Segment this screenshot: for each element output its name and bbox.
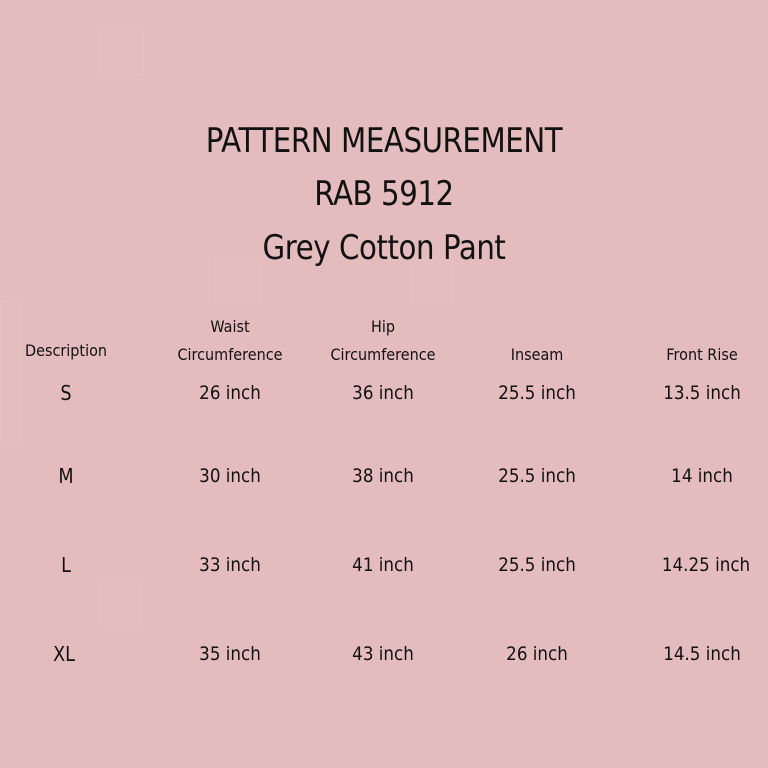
header-description: Description xyxy=(24,341,108,360)
background-square xyxy=(98,30,144,76)
row-hip: 38 inch xyxy=(352,465,414,487)
header-waist-line2: Circumference xyxy=(177,345,283,364)
row-inseam: 26 inch xyxy=(506,643,568,665)
row-waist: 26 inch xyxy=(199,382,261,404)
row-waist: 30 inch xyxy=(199,465,261,487)
title-heading: PATTERN MEASUREMENT xyxy=(205,121,563,161)
background-square xyxy=(0,300,22,442)
title-block xyxy=(0,114,768,276)
row-inseam: 25.5 inch xyxy=(498,382,576,404)
header-hip-line1: Hip xyxy=(371,317,395,336)
row-size: M xyxy=(58,464,74,488)
row-inseam: 25.5 inch xyxy=(498,465,576,487)
row-hip: 43 inch xyxy=(352,643,414,665)
row-waist: 33 inch xyxy=(199,554,261,576)
product-code: RAB 5912 xyxy=(314,174,454,214)
header-inseam: Inseam xyxy=(510,345,564,364)
row-inseam: 25.5 inch xyxy=(498,554,576,576)
header-hip-line2: Circumference xyxy=(330,345,436,364)
row-size: XL xyxy=(53,642,75,666)
row-waist: 35 inch xyxy=(199,643,261,665)
row-front-rise: 13.5 inch xyxy=(663,382,741,404)
row-size: L xyxy=(61,553,71,577)
product-name: Grey Cotton Pant xyxy=(262,228,506,268)
row-hip: 36 inch xyxy=(352,382,414,404)
row-hip: 41 inch xyxy=(352,554,414,576)
row-front-rise: 14.5 inch xyxy=(663,643,741,665)
row-size: S xyxy=(60,381,72,405)
header-waist-line1: Waist xyxy=(210,317,250,336)
row-front-rise: 14 inch xyxy=(671,465,733,487)
background-square xyxy=(100,580,142,626)
row-front-rise: 14.25 inch xyxy=(661,554,751,576)
header-front-rise: Front Rise xyxy=(666,345,738,364)
